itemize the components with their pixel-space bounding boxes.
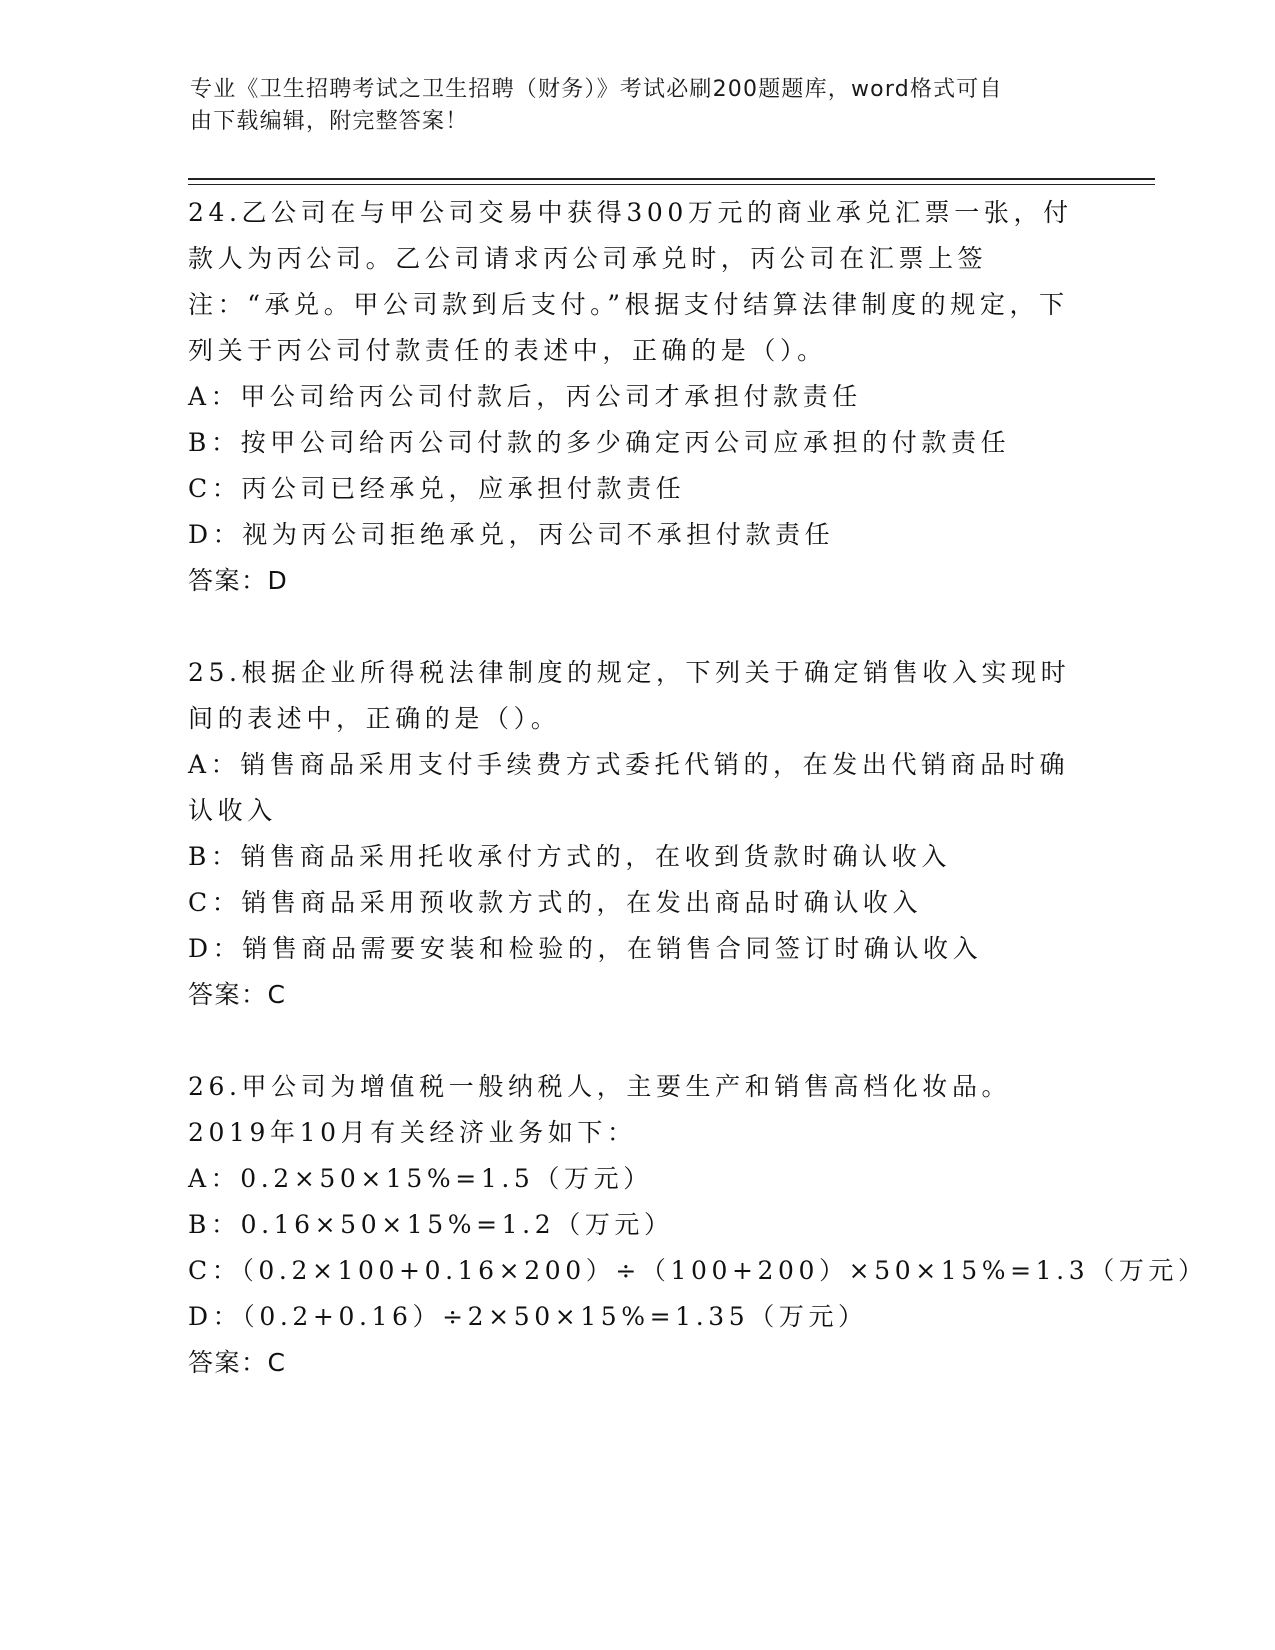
option-d: D：视为丙公司拒绝承兑，丙公司不承担付款责任 (188, 520, 835, 549)
header-divider-thin (188, 184, 1155, 185)
answer-line: 答案：D (188, 566, 289, 595)
header-title-line-1: 专业《卫生招聘考试之卫生招聘（财务）》考试必刷200题题库，word格式可自 (190, 77, 1003, 102)
header-divider-thick (188, 178, 1155, 180)
option-d: D：销售商品需要安装和检验的，在销售合同签订时确认收入 (188, 934, 983, 963)
option-a: A：0.2×50×15%=1.5（万元） (188, 1164, 653, 1193)
option-d: D：（0.2+0.16）÷2×50×15%=1.35（万元） (188, 1302, 868, 1331)
answer-line: 答案：C (188, 1348, 287, 1377)
question-stem: 25.根据企业所得税法律制度的规定，下列关于确定销售收入实现时间的表述中，正确的是（）。 (188, 658, 1071, 733)
question-spacer (188, 604, 1088, 650)
question-spacer (188, 1018, 1088, 1064)
option-a: A：甲公司给丙公司付款后，丙公司才承担付款责任 (188, 382, 862, 411)
question-24 (188, 190, 1088, 604)
question-25 (188, 650, 1088, 1018)
header-title-line-2: 由下载编辑，附完整答案！ (190, 109, 469, 134)
document-header (190, 74, 1070, 138)
question-stem: 24.乙公司在与甲公司交易中获得300万元的商业承兑汇票一张，付款人为丙公司。乙公司请求丙公司承兑时，丙公司在汇票上签注：“承兑。甲公司款到后支付。”根据支付结算法律制度的规定，下列关于丙公司付款责任的表述中，正确的是（）。 (188, 198, 1073, 365)
question-list (188, 190, 1208, 1386)
option-a: A：销售商品采用支付手续费方式委托代销的，在发出代销商品时确认收入 (188, 750, 1070, 825)
option-c: C：销售商品采用预收款方式的，在发出商品时确认收入 (188, 888, 923, 917)
answer-line: 答案：C (188, 980, 287, 1009)
option-b: B：0.16×50×15%=1.2（万元） (188, 1210, 674, 1239)
option-b: B：按甲公司给丙公司付款的多少确定丙公司应承担的付款责任 (188, 428, 1011, 457)
option-c: C：丙公司已经承兑，应承担付款责任 (188, 474, 686, 503)
option-b: B：销售商品采用托收承付方式的，在收到货款时确认收入 (188, 842, 951, 871)
question-stem: 26.甲公司为增值税一般纳税人，主要生产和销售高档化妆品。2019年10月有关经济业务如下： (188, 1072, 1012, 1147)
question-26 (188, 1064, 1208, 1386)
option-c: C：（0.2×100+0.16×200）÷（100+200）×50×15%=1.3（万元） (188, 1256, 1208, 1285)
